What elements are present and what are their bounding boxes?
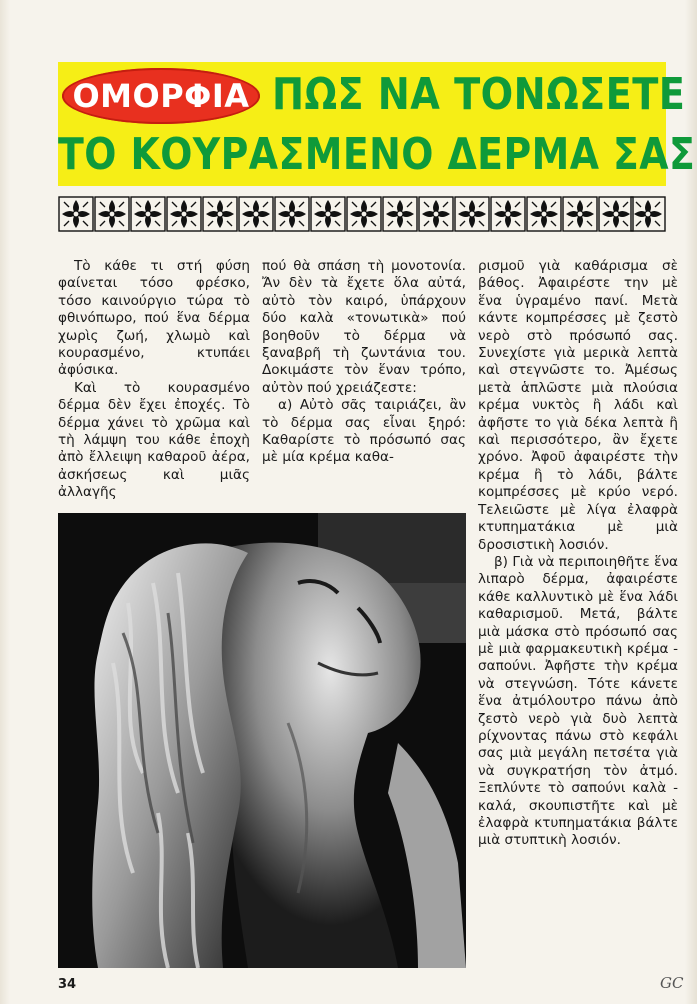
section-badge-label: ΟΜΟΡΦΙΑ [72, 77, 250, 115]
headline-line-2: ΤΟ ΚΟΥΡΑΣΜΕΝΟ ΔΕΡΜΑ ΣΑΣ [58, 129, 696, 180]
floral-border-icon [58, 196, 666, 232]
scanner-mark: GC [660, 974, 684, 992]
article-column-2 [262, 258, 466, 467]
paragraph: πού θὰ σπάση τὴ μονοτονία. Ἄν δὲν τὰ ἔχετε ὅλα αὐτά, αὐτὸ τὸν καιρό, ὑπάρχουν δύο καλὰ «τονωτικὰ» πού βοηθοῦν τὸ δέρμα νὰ ξαναβρῆ τὴ ζωντάνια του. Δοκιμάστε τὸν ἕναν τρόπο, αὐτὸν πού χρειάζεστε: [262, 258, 466, 396]
paragraph: α) Αὐτὸ σᾶς ταιριάζει, ἂν τὸ δέρμα σας εἶναι ξηρό: Καθαρίστε τὸ πρόσωπό σας μὲ μία κρέμα καθα- [262, 397, 466, 466]
paragraph: ρισμοῦ γιὰ καθάρισμα σὲ βάθος. Ἀφαιρέστε την μὲ ἕνα ὑγραμένο πανί. Μετὰ κάντε κομπρέσσες μὲ ζεστὸ νερὸ στὸ πρόσωπό σας. Συνεχίστε γιὰ μερικὰ λεπτὰ καὶ στεγνῶστε το. Ἀμέσως μετὰ ἁπλῶστε μιὰ πλούσια κρέμα νυκτὸς ἢ λάδι καὶ ἀφῆστε το γιὰ δέκα λεπτὰ ἢ καὶ περισσότερο, ἂν ἔχετε χρόνο. Ἀφοῦ ἀφαιρέστε τὴν κρέμα ἢ τὸ λάδι, βάλτε κομπρέσσες μὲ κρύο νερό. Τελειῶστε μὲ λίγα ἐλαφρὰ κτυπηματάκια μὲ μιὰ δροσιστικὴ λοσιόν. [478, 258, 678, 553]
section-badge [62, 68, 260, 124]
paragraph: β) Γιὰ νὰ περιποιηθῆτε ἕνα λιπαρὸ δέρμα, ἀφαιρέστε κάθε καλλυντικὸ μὲ ἕνα λάδι καθαρισμοῦ. Μετά, βάλτε μιὰ μάσκα στὸ πρόσωπό σας μὲ μιὰ φαρμακευτικὴ κρέμα - σαπούνι. Ἀφῆστε τὴν κρέμα νὰ στεγνώση. Τότε κάνετε ἕνα ἀτμόλουτρο πάνω ἀπὸ ζεστὸ νερὸ γιὰ δυὸ λεπτὰ ρίχνοντας πάνω στὸ κεφάλι σας μιὰ μεγάλη πετσέτα γιὰ νὰ συγκρατήση τὸν ἀτμό. Ξεπλύντε τὸ σαπούνι καλὰ - καλά, σκουπιστῆτε καὶ μὲ ἐλαφρὰ κτυπηματάκια βάλτε μιὰ στυπτικὴ λοσιόν. [478, 553, 678, 849]
title-banner [58, 62, 696, 186]
woman-portrait-photo [58, 513, 466, 968]
article-column-3 [478, 258, 678, 850]
paragraph: Τὸ κάθε τι στή φύση φαίνεται τόσο φρέσκο, τόσο καινούργιο τώρα τὸ φθινόπωρο, πού ἕνα δέρμα χωρὶς ζωή, χλωμὸ καὶ κουρασμένο, κτυπάει ἀφύσικα. [58, 258, 250, 379]
page-number: 34 [58, 977, 77, 992]
article-column-1 [58, 258, 250, 502]
headline-line-1: ΠΩΣ ΝΑ ΤΟΝΩΣΕΤΕ [272, 69, 686, 120]
paragraph: Καὶ τὸ κουρασμένο δέρμα δὲν ἔχει ἐποχές. Τὸ δέρμα χάνει τὸ χρῶμα καὶ τὴ λάμψη του κάθε ἐποχὴ ἀπὸ ἔλλειψη καθαροῦ ἀέρα, ἀσκήσεως καὶ μιᾶς ἀλλαγῆς [58, 379, 250, 501]
